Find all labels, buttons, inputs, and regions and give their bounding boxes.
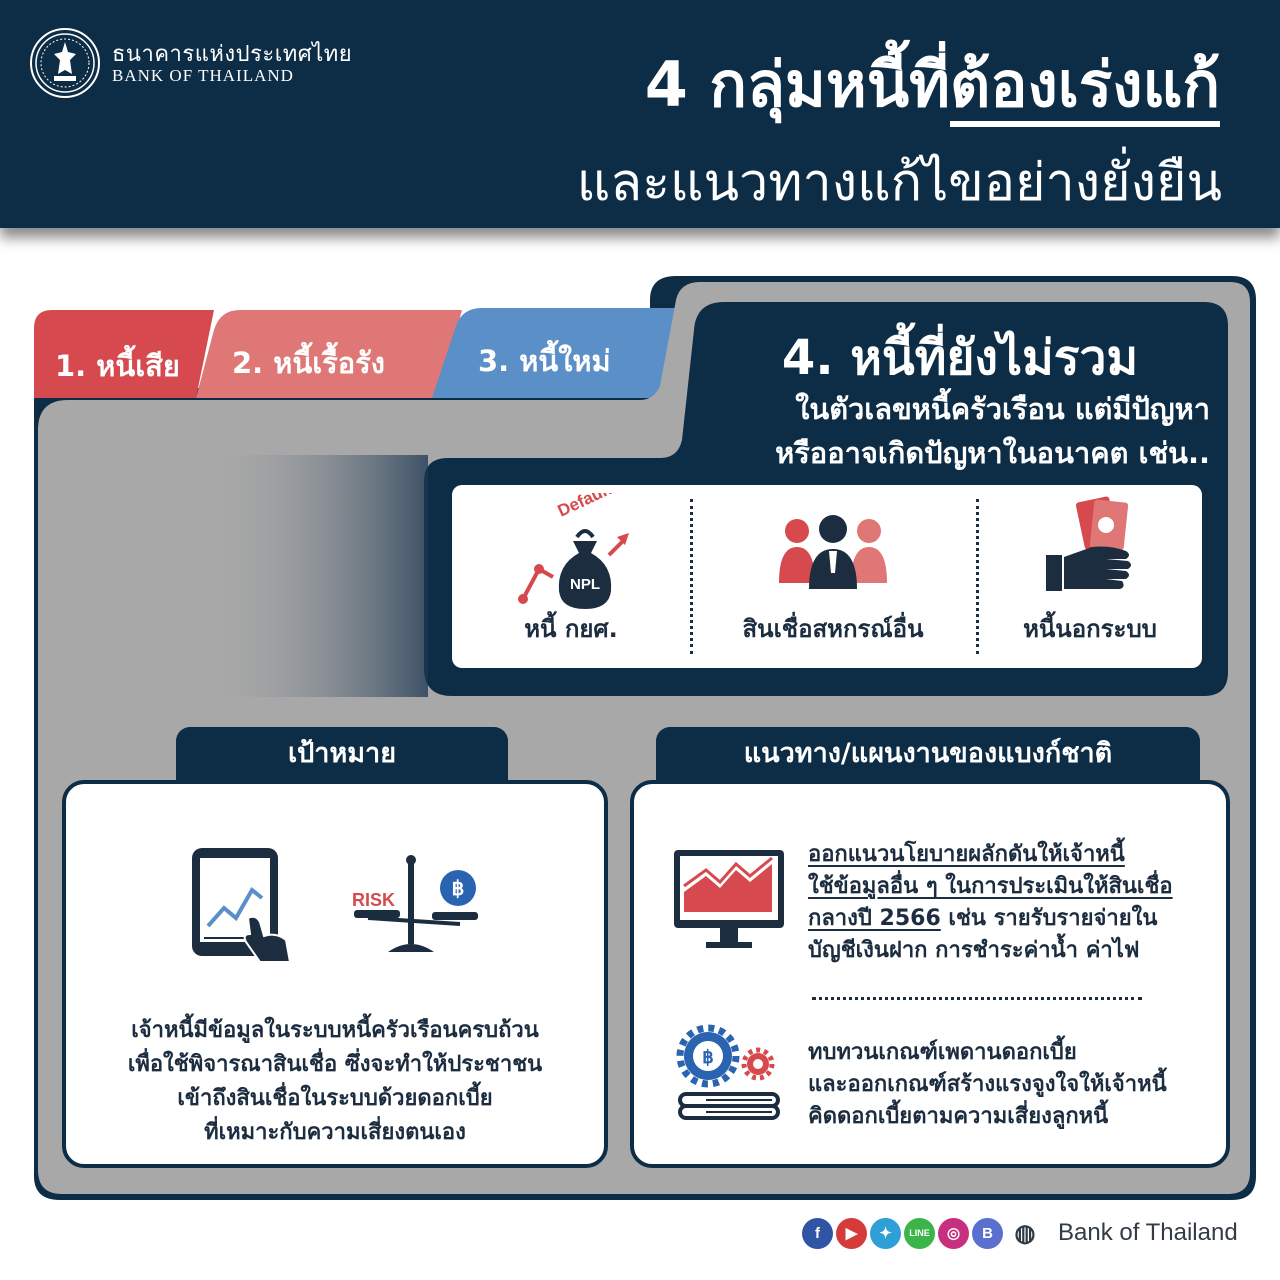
tab-uncounted-debt-subtitle-2: หรืออาจเกิดปัญหาในอนาคต เช่น.. [775, 436, 1210, 470]
example-label-cooperative-loan: สินเชื่อสหกรณ์อื่น [742, 615, 924, 643]
plan-item1-line3 [808, 900, 1157, 935]
bank-seal-logo-icon [30, 28, 100, 98]
page-subtitle: และแนวทางแก้ไขอย่างยั่งยืน [576, 153, 1222, 213]
folder-shadow-strip [206, 455, 428, 697]
plan-heading: แนวทาง/แผนงานของแบงก์ชาติ [656, 727, 1200, 783]
instagram-icon[interactable]: ◎ [938, 1218, 969, 1249]
line-icon[interactable]: LINE [904, 1218, 935, 1249]
plan-item2-line: คิดดอกเบี้ยตามความเสี่ยงลูกหนี้ [808, 1104, 1109, 1129]
tab-bad-debt: 1. หนี้เสีย [55, 349, 180, 383]
page-title-underlined: ต้องเร่งแก้ [950, 48, 1220, 127]
examples-card [452, 485, 1202, 668]
goal-text-line: เจ้าหนี้มีข้อมูลในระบบหนี้ครัวเรือนครบถ้วน [131, 1018, 539, 1043]
page-title [645, 36, 1220, 134]
tab-uncounted-debt-subtitle-1: ในตัวเลขหนี้ครัวเรือน แต่มีปัญหา [795, 392, 1210, 426]
goal-heading: เป้าหมาย [176, 727, 508, 783]
bank-name-english: BANK OF THAILAND [112, 66, 294, 85]
web-icon[interactable]: ◍ [1014, 1220, 1036, 1247]
example-label-student-loan: หนี้ กยศ. [524, 615, 618, 643]
monitor-chart-icon [672, 848, 786, 956]
goal-text-line: เพื่อใช้พิจารณาสินเชื่อ ซึ่งจะทำให้ประชาชน [127, 1052, 543, 1077]
plan-divider [812, 980, 1142, 1000]
tablet-chart-icon [190, 846, 295, 968]
plan-item1-date: กลางปี 2566 [808, 906, 941, 931]
npl-money-bag-icon [501, 493, 641, 617]
example-label-informal-debt: หนี้นอกระบบ [1023, 615, 1157, 643]
example-informal-debt [978, 485, 1202, 668]
goal-text-line: ที่เหมาะกับความเสี่ยงตนเอง [204, 1120, 466, 1145]
plan-item1-line: บัญชีเงินฝาก การชำระค่าน้ำ ค่าไฟ [808, 938, 1140, 963]
goal-text-line: เข้าถึงสินเชื่อในระบบด้วยดอกเบี้ย [177, 1086, 493, 1111]
example-student-loan [452, 485, 690, 668]
risk-scale-icon [348, 852, 488, 966]
plan-item1-line3-rest: เช่น รายรับรายจ่ายใน [940, 906, 1158, 931]
blockdit-icon[interactable]: B [972, 1218, 1003, 1249]
plan-item2-line: และออกเกณฑ์สร้างแรงจูงใจให้เจ้าหนี้ [808, 1072, 1167, 1097]
youtube-icon[interactable]: ▶ [836, 1218, 867, 1249]
page-title-prefix: 4 กลุ่มหนี้ที่ [644, 48, 950, 121]
people-group-icon [773, 513, 893, 597]
tab-uncounted-debt-title: 4. หนี้ที่ยังไม่รวม [781, 330, 1139, 386]
plan-item2-line: ทบทวนเกณฑ์เพดานดอกเบี้ย [808, 1040, 1077, 1065]
bank-name-thai: ธนาคารแห่งประเทศไทย [112, 42, 353, 67]
gears-books-icon [676, 1024, 786, 1128]
footer-brand: Bank of Thailand [1058, 1219, 1238, 1246]
tab-new-debt: 3. หนี้ใหม่ [478, 344, 611, 378]
risk-text: RISK [352, 890, 396, 910]
baht-text: ฿ [702, 1047, 714, 1067]
plan-item1-line: ใช้ข้อมูลอื่น ๆ ในการประเมินให้สินเชื่อ [808, 874, 1173, 899]
default-text: Default [554, 493, 615, 521]
npl-text: NPL [570, 576, 600, 593]
tab-chronic-debt: 2. หนี้เรื้อรัง [232, 346, 385, 380]
twitter-icon[interactable]: ✦ [870, 1218, 901, 1249]
hand-cash-icon [1040, 495, 1140, 599]
facebook-icon[interactable]: f [802, 1218, 833, 1249]
example-cooperative-loan [692, 485, 974, 668]
plan-item1-line: ออกแนวนโยบายผลักดันให้เจ้าหนี้ [808, 842, 1125, 867]
baht-text: ฿ [451, 878, 465, 900]
